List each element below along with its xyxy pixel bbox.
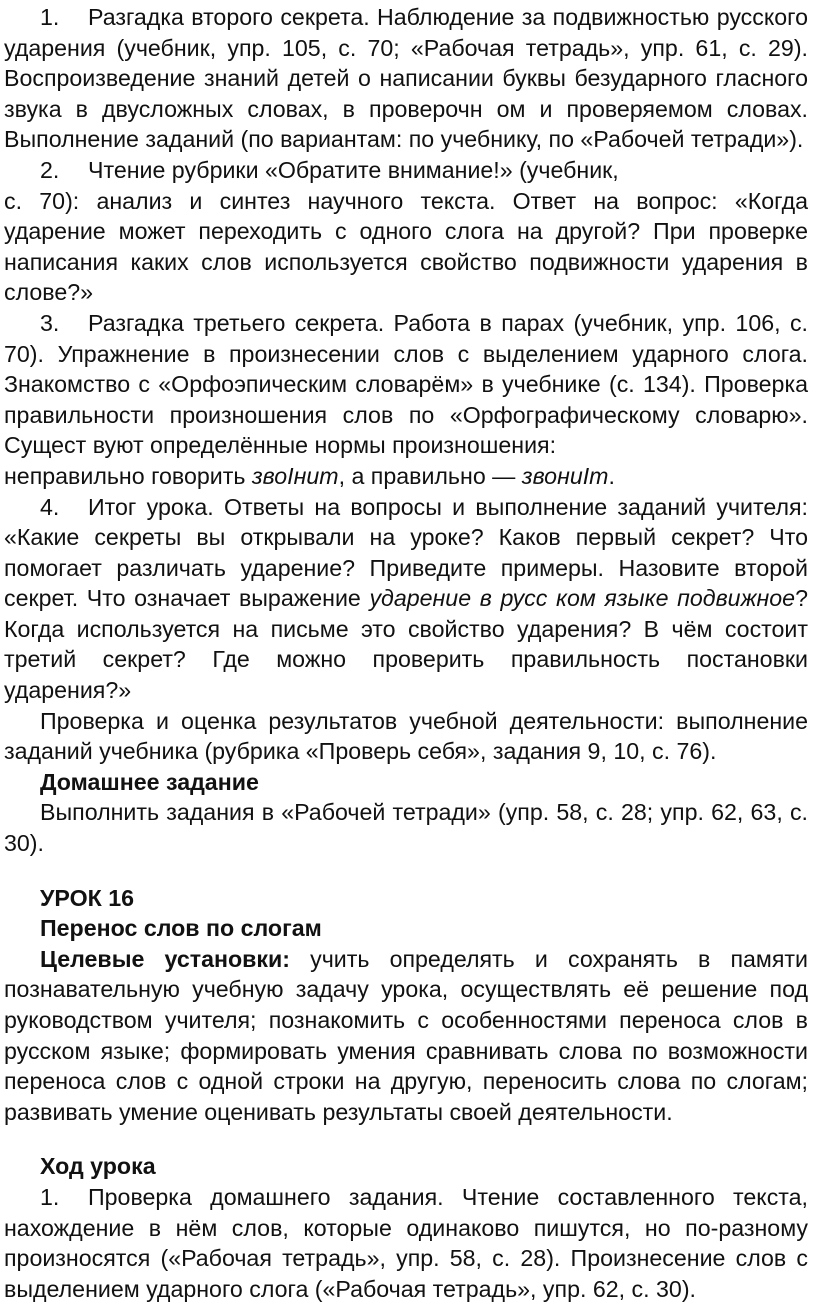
item-text: Разгадка третьего секрета. Работа в парах (учебник, упр. 106, с. 70). Упражнение в произнесении слов с выделением ударного слога. Знакомство с «Орфоэпическим словарём» в учебнике (с. 134). Проверка правильности произношения слов по «Орфографическому словарю». Сущест вуют определённые нормы произношения: <box>4 309 808 459</box>
item-2 <box>4 186 808 308</box>
goals-label: Целевые установки: <box>40 945 290 972</box>
goals-text: учить определять и сохранять в памяти познавательную учебную задачу урока, осуществлять её решение под руководством учителя; познакомить с особенностями переноса слов в русском языке; формировать умения сравнивать слова по возможности переноса слов с одной строки на другую, переносить слова по слогам; развивать умение оценивать результаты своей деятельности. <box>4 945 808 1125</box>
item-text: с. 70): анализ и синтез научного текста. Ответ на вопрос: «Когда ударение может переходить с одного слога на другой? При проверке написания каких слов используется свойство подвижности ударения в слове?» <box>4 187 808 306</box>
item-number: 3. <box>40 309 60 336</box>
item-4 <box>4 492 808 706</box>
course-heading: Ход урока <box>40 1153 156 1180</box>
item-number: 4. <box>40 493 60 520</box>
item-number: 1. <box>40 4 60 30</box>
item-1 <box>4 2 808 155</box>
homework-heading: Домашнее задание <box>40 768 259 795</box>
item-text: Проверка домашнего задания. Чтение составленного текста, нахождение в нём слов, которые одинаково пишутся, но по-разному произносятся («Рабочая тетрадь», упр. 58, с. 28). Произнесение слов с выделением ударного слога («Рабочая тетрадь», упр. 62, с. 30). <box>4 1183 808 1302</box>
lesson-title: Перенос слов по слогам <box>40 915 322 942</box>
item-number: 1. <box>40 1183 60 1210</box>
homework-text: Выполнить задания в «Рабочей тетради» (упр. 58, с. 28; упр. 62, 63, с. 30). <box>4 799 808 857</box>
item-3 <box>4 308 808 461</box>
item-2-first-line <box>4 155 808 186</box>
item-number: 2. <box>40 156 60 183</box>
assessment-paragraph: Проверка и оценка результатов учебной деятельности: выполнение заданий учебника (рубрика «Проверь себя», задания 9, 10, с. 76). <box>4 707 808 765</box>
norm-text: , а правильно — <box>338 462 522 489</box>
lesson-number: УРОК 16 <box>40 884 135 911</box>
pronunciation-norm <box>4 461 808 492</box>
norm-text: неправильно говорить <box>4 462 252 489</box>
wrong-form: звоIнит <box>251 462 339 489</box>
norm-text: . <box>608 462 615 489</box>
correct-form: звониIт <box>521 462 609 489</box>
item-italic-phrase: ударение в русс ком языке подвижное <box>369 585 796 612</box>
item-text: ? Когда используется на письме это свойство ударения? В чём состоит третий секрет? Где можно проверить правильность постановки ударения?» <box>4 585 808 704</box>
item-text: Итог урока. Ответы на вопросы и выполнение заданий учителя: «Какие секреты вы открывали на уроке? Каков первый секрет? Что помогает различать ударение? Приведите примеры. Назовите второй секрет. Что означает выражение <box>4 493 808 612</box>
item-text: Чтение рубрики «Обратите внимание!» (учебник, <box>88 156 619 183</box>
course-item-1 <box>4 1182 808 1304</box>
goals-paragraph <box>4 944 808 1128</box>
item-text: Разгадка второго секрета. Наблюдение за подвижностью русского ударения (учебник, упр. 105, с. 70; «Рабочая тетрадь», упр. 61, с. 29). Воспроизведение знаний детей о написании буквы безударного гласного звука в двусложных словах, в проверочн ом и проверяемом словах. Выполнение заданий (по вариантам: по учебнику, по «Рабочей тетради»). <box>4 4 808 153</box>
